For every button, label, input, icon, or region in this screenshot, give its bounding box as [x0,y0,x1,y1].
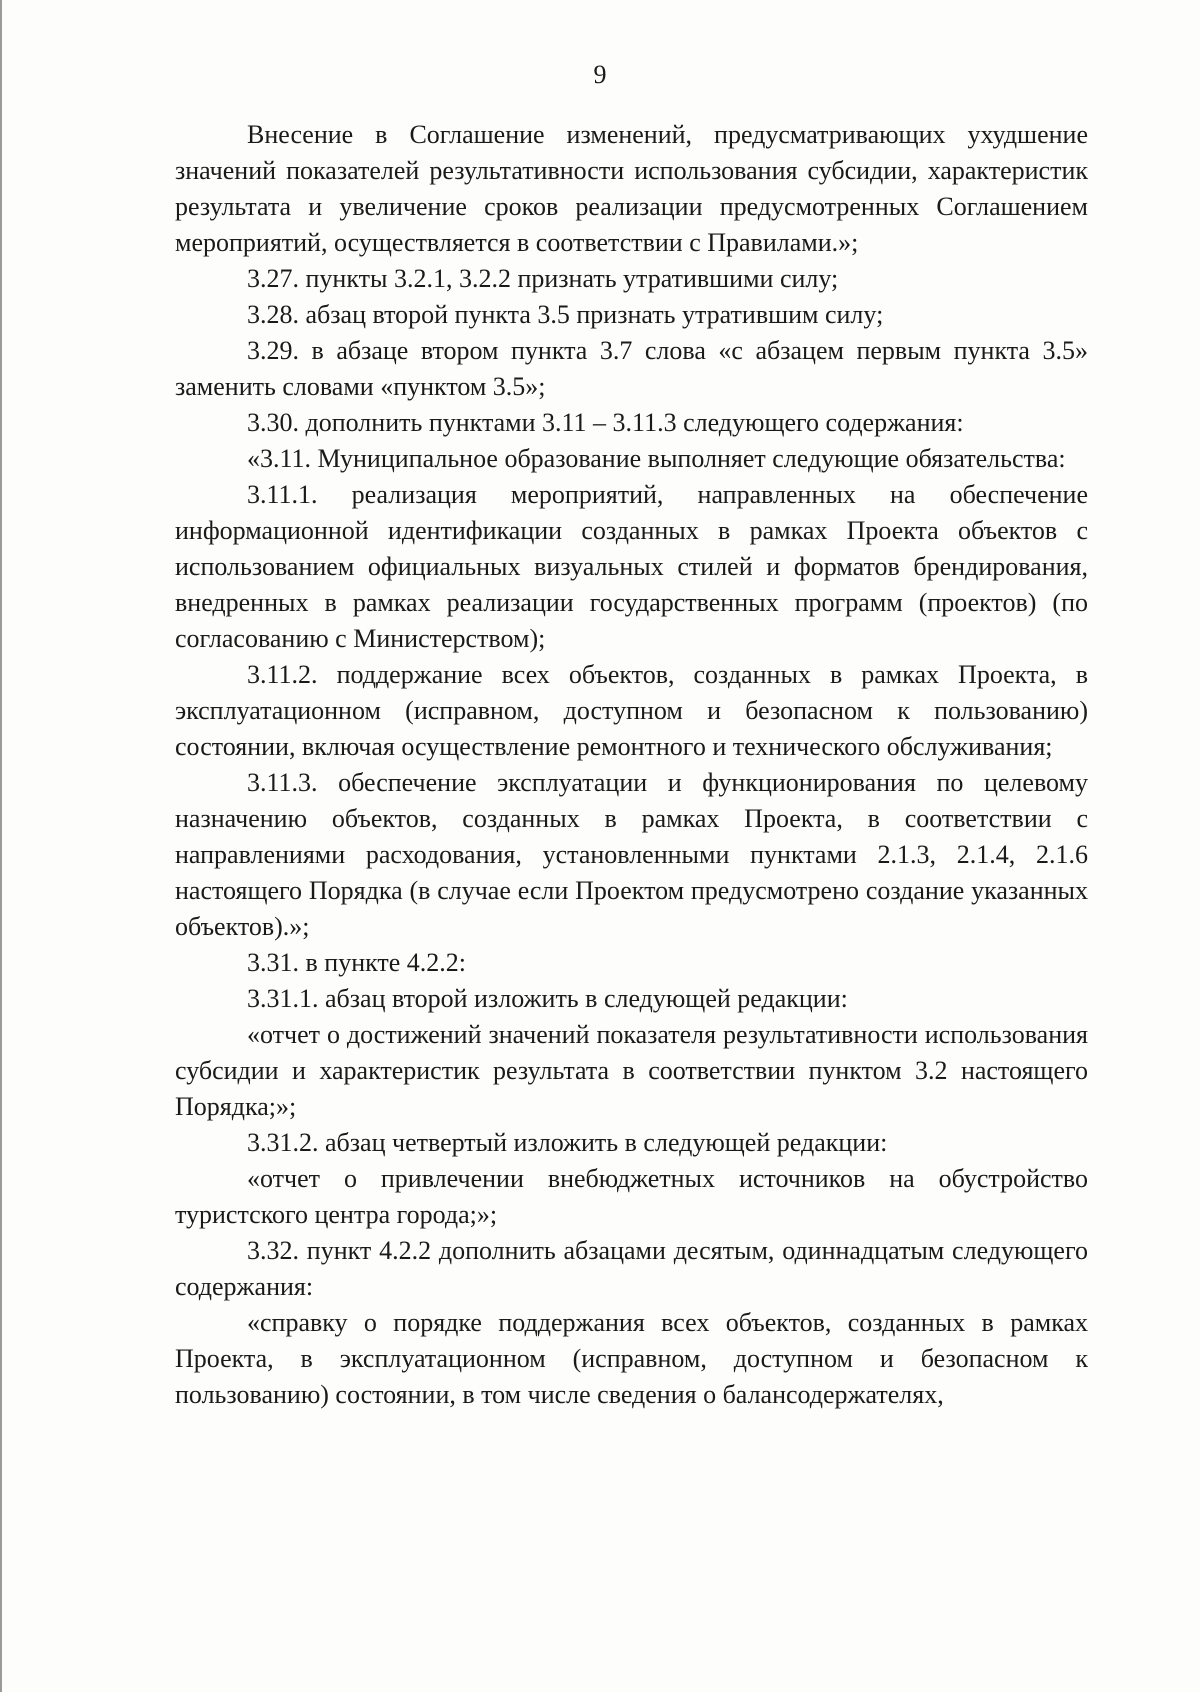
page-number: 9 [593,60,607,89]
paragraph-3-31: 3.31. в пункте 4.2.2: [247,948,467,977]
paragraph-report-results: «отчет о достижений значений показателя результативности использования субсидии и характеристик результата в соответствии пунктом 3.2 настоящего Порядка;»; [175,1020,1088,1121]
paragraph-3-11-2: 3.11.2. поддержание всех объектов, созданных в рамках Проекта, в эксплуатационном (исправном, доступном и безопасном к пользованию) состоянии, включая осуществление ремонтного и технического обслуживания; [175,660,1088,761]
paragraph-3-31-1: 3.31.1. абзац второй изложить в следующей редакции: [247,984,848,1013]
paragraph-reference-maintenance: «справку о порядке поддержания всех объектов, созданных в рамках Проекта, в эксплуатационном (исправном, доступном и безопасном к пользованию) состоянии, в том числе сведения о балансодержателях, [175,1308,1088,1409]
paragraph-3-29: 3.29. в абзаце втором пункта 3.7 слова «с абзацем первым пункта 3.5» заменить словами «пунктом 3.5»; [175,336,1088,401]
paragraph-report-extrabudget: «отчет о привлечении внебюджетных источников на обустройство туристского центра города;»; [175,1164,1088,1229]
paragraph-agreement-changes: Внесение в Соглашение изменений, предусматривающих ухудшение значений показателей результативности использования субсидии, характеристик результата и увеличение сроков реализации предусмотренных Соглашением мероприятий, осуществляется в соответствии с Правилами.»; [175,120,1088,257]
paragraph-3-11-1: 3.11.1. реализация мероприятий, направленных на обеспечение информационной идентификации созданных в рамках Проекта объектов с использованием официальных визуальных стилей и форматов брендирования, внедренных в рамках реализации государственных программ (проектов) (по согласованию с Министерством); [175,480,1088,653]
paragraph-3-27: 3.27. пункты 3.2.1, 3.2.2 признать утратившими силу; [247,264,839,293]
paragraph-3-32: 3.32. пункт 4.2.2 дополнить абзацами десятым, одиннадцатым следующего содержания: [175,1236,1088,1301]
paragraph-3-30: 3.30. дополнить пунктами 3.11 – 3.11.3 следующего содержания: [247,408,964,437]
paragraph-3-11: «3.11. Муниципальное образование выполняет следующие обязательства: [247,444,1066,473]
scan-edge-line [0,0,2,1692]
paragraph-3-31-2: 3.31.2. абзац четвертый изложить в следующей редакции: [247,1128,888,1157]
paragraph-3-28: 3.28. абзац второй пункта 3.5 признать утратившим силу; [247,300,884,329]
paragraph-3-11-3: 3.11.3. обеспечение эксплуатации и функционирования по целевому назначению объектов, созданных в рамках Проекта, в соответствии с направлениями расходования, установленными пунктами 2.1.3, 2.1.4, 2.1.6 настоящего Порядка (в случае если Проектом предусмотрено создание указанных объектов).»; [175,768,1088,941]
document-body [175,117,1088,1413]
